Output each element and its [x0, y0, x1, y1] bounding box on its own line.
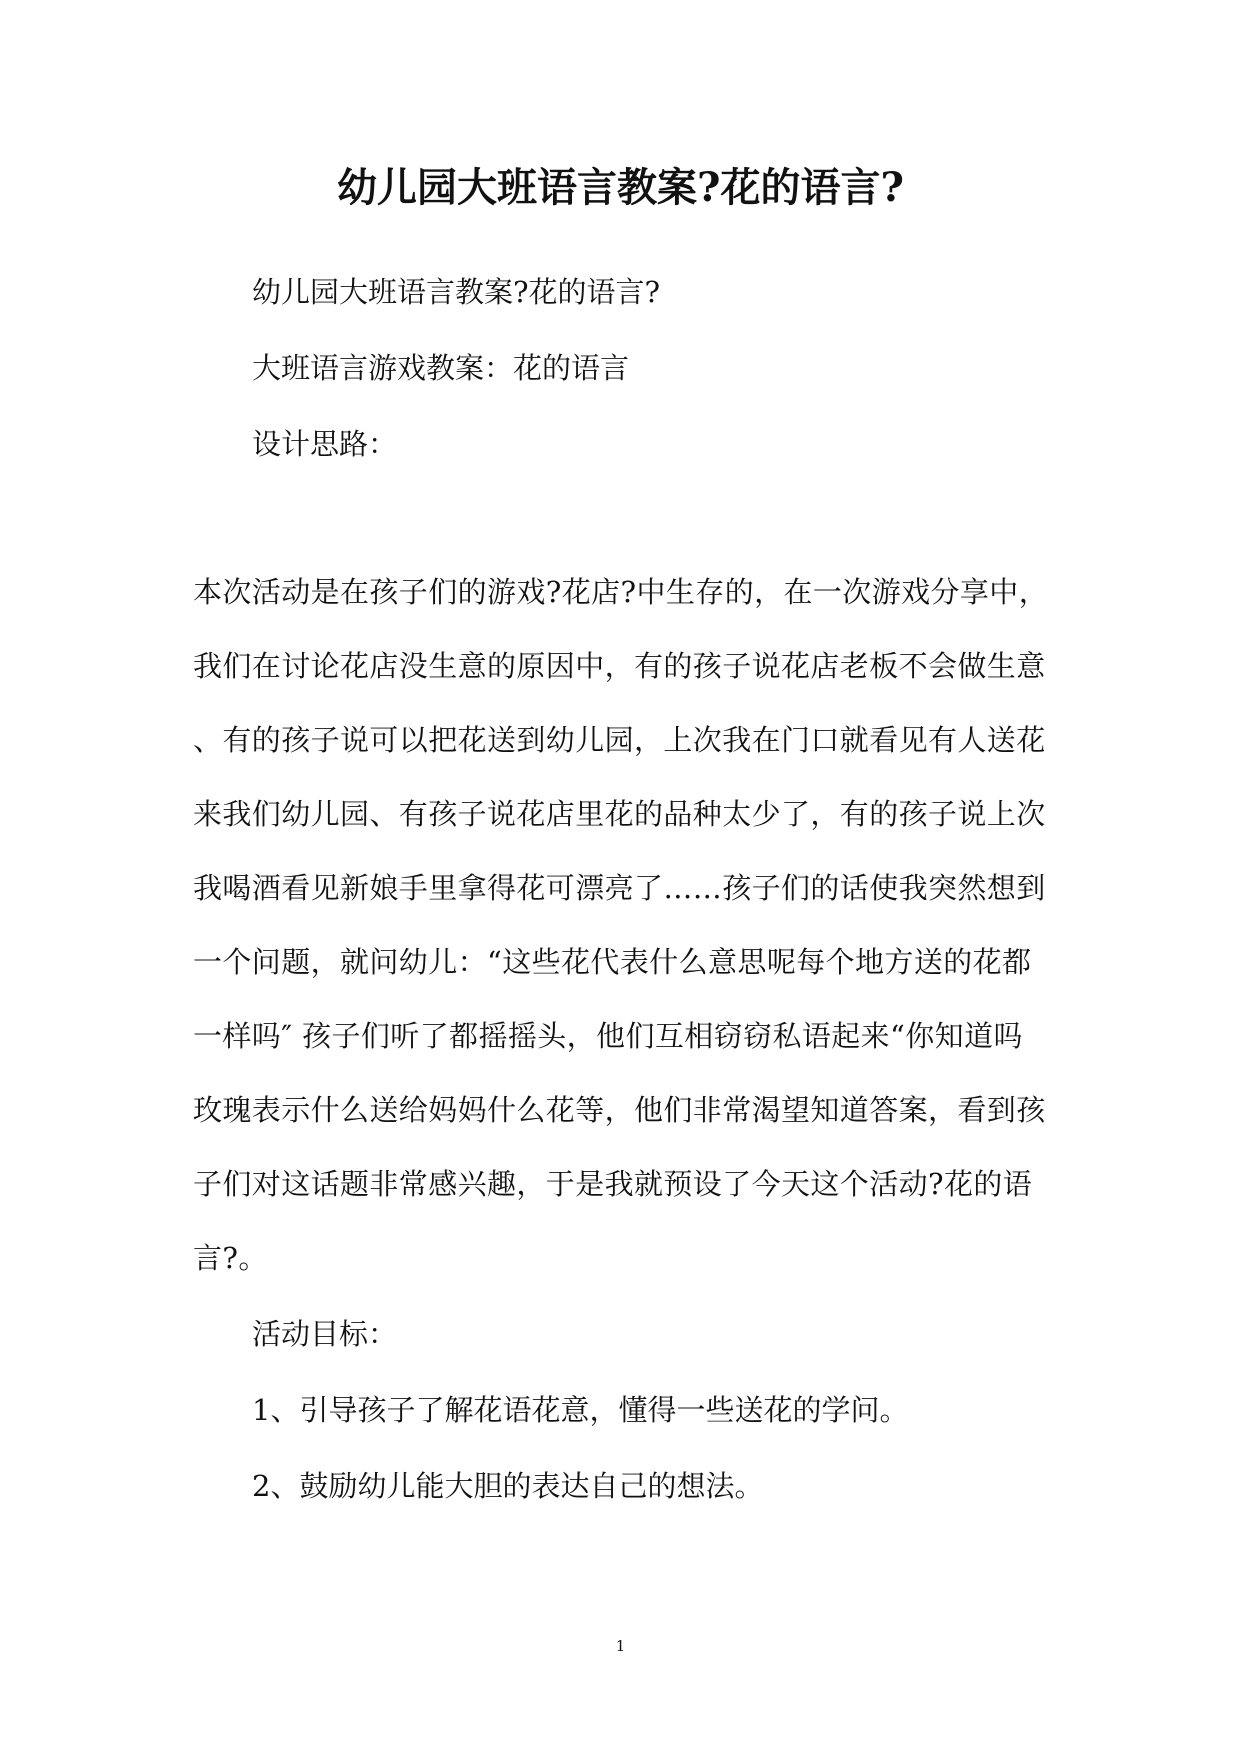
page-number: 1 [615, 1637, 626, 1655]
body-line: 我喝酒看见新娘手里拿得花可漂亮了……孩子们的话使我突然想到 [193, 871, 1046, 905]
body-line: 玫瑰表示什么送给妈妈什么花等，他们非常渴望知道答案，看到孩 [193, 1093, 1046, 1127]
goal-item-1: 1、引导孩子了解花语花意，懂得一些送花的学问。 [252, 1393, 909, 1427]
body-line: 子们对这话题非常感兴趣，于是我就预设了今天这个活动?花的语 [193, 1167, 1033, 1201]
body-line: 一个问题，就问幼儿：“这些花代表什么意思呢每个地方送的花都 [193, 945, 1032, 979]
subtitle-paragraph: 幼儿园大班语言教案?花的语言? [252, 275, 661, 309]
goals-heading: 活动目标： [252, 1317, 398, 1351]
body-line: 我们在讨论花店没生意的原因中，有的孩子说花店老板不会做生意 [193, 649, 1046, 683]
body-line: 、有的孩子说可以把花送到幼儿园，上次我在门口就看见有人送花 [193, 723, 1046, 757]
body-line: 言?。 [193, 1241, 268, 1275]
body-line: 一样吗″ 孩子们听了都摇摇头，他们互相窃窃私语起来“你知道吗 [193, 1019, 1023, 1053]
document-title: 幼儿园大班语言教案?花的语言? [337, 164, 904, 211]
design-ideas-heading: 设计思路： [252, 427, 398, 461]
goal-item-2: 2、鼓励幼儿能大胆的表达自己的想法。 [252, 1469, 764, 1503]
body-line: 来我们幼儿园、有孩子说花店里花的品种太少了，有的孩子说上次 [193, 797, 1046, 831]
body-line: 本次活动是在孩子们的游戏?花店?中生存的，在一次游戏分享中， [193, 575, 1049, 609]
game-plan-heading: 大班语言游戏教案：花的语言 [252, 351, 630, 385]
